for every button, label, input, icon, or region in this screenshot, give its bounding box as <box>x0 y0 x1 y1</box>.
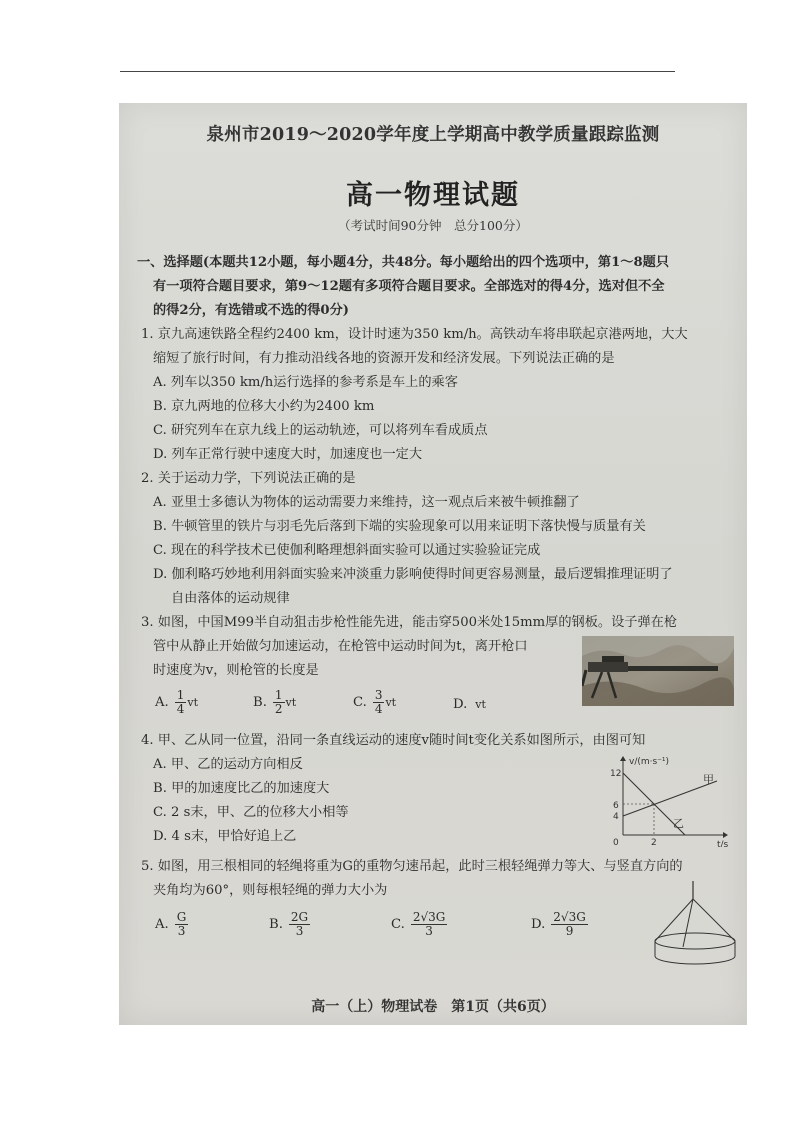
question-5-option-b: B. $\frac{2G}{3}$ <box>269 910 309 938</box>
question-5-stem: 夹角均为60°，则每根轻绳的弹力大小为 <box>153 883 388 898</box>
question-2-stem: 2. 关于运动力学，下列说法正确的是 <box>141 471 356 486</box>
question-4-option-d: D. 4 s末，甲恰好追上乙 <box>153 829 297 844</box>
graph-x-tick-2: 2 <box>651 838 657 847</box>
graph-y-tick-6: 6 <box>613 801 619 811</box>
question-3-option-d: D. vt <box>453 697 486 712</box>
question-4-option-c: C. 2 s末，甲、乙的位移大小相等 <box>153 805 349 820</box>
question-3-stem: 3. 如图，中国M99半自动狙击步枪性能先进，能击穿500米处15mm厚的钢板。设子弹在枪 <box>141 615 678 630</box>
graph-y-axis-label: v/(m·s⁻¹) <box>629 757 670 767</box>
question-2-option-d-cont: 自由落体的运动规律 <box>171 591 290 606</box>
page-footer: 高一（上）物理试卷 第1页（共6页） <box>311 999 555 1015</box>
question-2-option-b: B. 牛顿管里的铁片与羽毛先后落到下端的实验现象可以用来证明下落快慢与质量有关 <box>153 519 646 534</box>
question-2-option-c: C. 现在的科学技术已使伽利略理想斜面实验可以通过实验验证完成 <box>153 543 541 558</box>
question-1-option-d: D. 列车正常行驶中速度大时，加速度也一定大 <box>153 447 423 462</box>
question-2-option-a: A. 亚里士多德认为物体的运动需要力来维持，这一观点后来被牛顿推翻了 <box>153 495 580 510</box>
graph-x-arrow <box>723 832 728 838</box>
graph-origin-label: 0 <box>613 838 619 847</box>
diagram-rope-right <box>693 899 735 941</box>
question-4-option-a: A. 甲、乙的运动方向相反 <box>153 757 303 772</box>
question-1-option-c: C. 研究列车在京九线上的运动轨迹，可以将列车看成质点 <box>153 423 488 438</box>
question-3-stem: 时速度为v，则枪管的长度是 <box>153 663 319 678</box>
question-5-option-a: A. $\frac{G}{3}$ <box>155 910 187 938</box>
question-1-stem: 缩短了旅行时间，有力推动沿线各地的资源开发和经济发展。下列说法正确的是 <box>153 351 615 366</box>
diagram-rope-front <box>683 899 693 947</box>
graph-line-jia <box>623 781 717 816</box>
question-3-option-c: C. $\frac{3}{4}$ vt <box>353 688 397 716</box>
diagram-weight-top <box>655 933 735 949</box>
question-4-option-b: B. 甲的加速度比乙的加速度大 <box>153 781 330 796</box>
graph-label-yi: 乙 <box>673 817 684 830</box>
sniper-rifle-photo <box>582 636 734 706</box>
graph-y-tick-12: 12 <box>610 769 622 779</box>
question-1-stem: 1. 京九高速铁路全程约2400 km，设计时速为350 km/h。高铁动车将串联起京港两地，大大 <box>141 327 688 342</box>
velocity-time-graph <box>607 755 729 847</box>
graph-label-jia: 甲 <box>703 773 714 786</box>
question-5-stem: 5. 如图，用三根相同的轻绳将重为G的重物匀速吊起，此时三根轻绳弹力等大、与竖直方向的 <box>141 859 683 874</box>
graph-x-axis-label: t/s <box>717 840 729 847</box>
question-1-option-a: A. 列车以350 km/h运行选择的参考系是车上的乘客 <box>153 375 458 390</box>
section-instruction-line: 有一项符合题目要求，第9～12题有多项符合题目要求。全部选对的得4分，选对但不全 <box>153 279 665 294</box>
section-instruction-line: 的得2分，有选错或不选的得0分) <box>153 303 350 318</box>
top-rule <box>120 71 675 72</box>
section-instruction-line: 一、选择题(本题共12小题，每小题4分，共48分。每小题给出的四个选项中，第1～8题只 <box>137 255 670 270</box>
question-5-option-c: C. $\frac{2√3G}{3}$ <box>391 910 446 938</box>
question-2-option-d: D. 伽利略巧妙地利用斜面实验来冲淡重力影响使得时间更容易测量，最后逻辑推理证明了 <box>153 567 673 582</box>
exam-header: 泉州市2019～2020学年度上学期高中教学质量跟踪监测 <box>206 125 660 145</box>
graph-y-tick-4: 4 <box>613 812 619 822</box>
question-3-option-b: B. $\frac{1}{2}$ vt <box>253 688 297 716</box>
question-3-stem: 管中从静止开始做匀加速运动，在枪管中运动时间为t，离开枪口 <box>153 639 528 654</box>
graph-y-arrow <box>620 756 626 761</box>
diagram-rope-left <box>655 899 693 941</box>
page-title: 高一物理试题 <box>346 180 520 211</box>
exam-subtitle: （考试时间90分钟 总分100分） <box>338 218 528 233</box>
question-1-option-b: B. 京九两地的位移大小约为2400 km <box>153 399 375 414</box>
question-4-stem: 4. 甲、乙从同一位置，沿同一条直线运动的速度v随时间t变化关系如图所示，由图可知 <box>141 733 646 748</box>
exam-sheet <box>119 103 747 1025</box>
question-3-option-a: A. $\frac{1}{4}$ vt <box>155 688 198 716</box>
diagram-weight-body <box>655 941 735 964</box>
suspended-weight-diagram <box>649 881 745 977</box>
question-5-option-d: D. $\frac{2√3G}{9}$ <box>531 910 586 938</box>
